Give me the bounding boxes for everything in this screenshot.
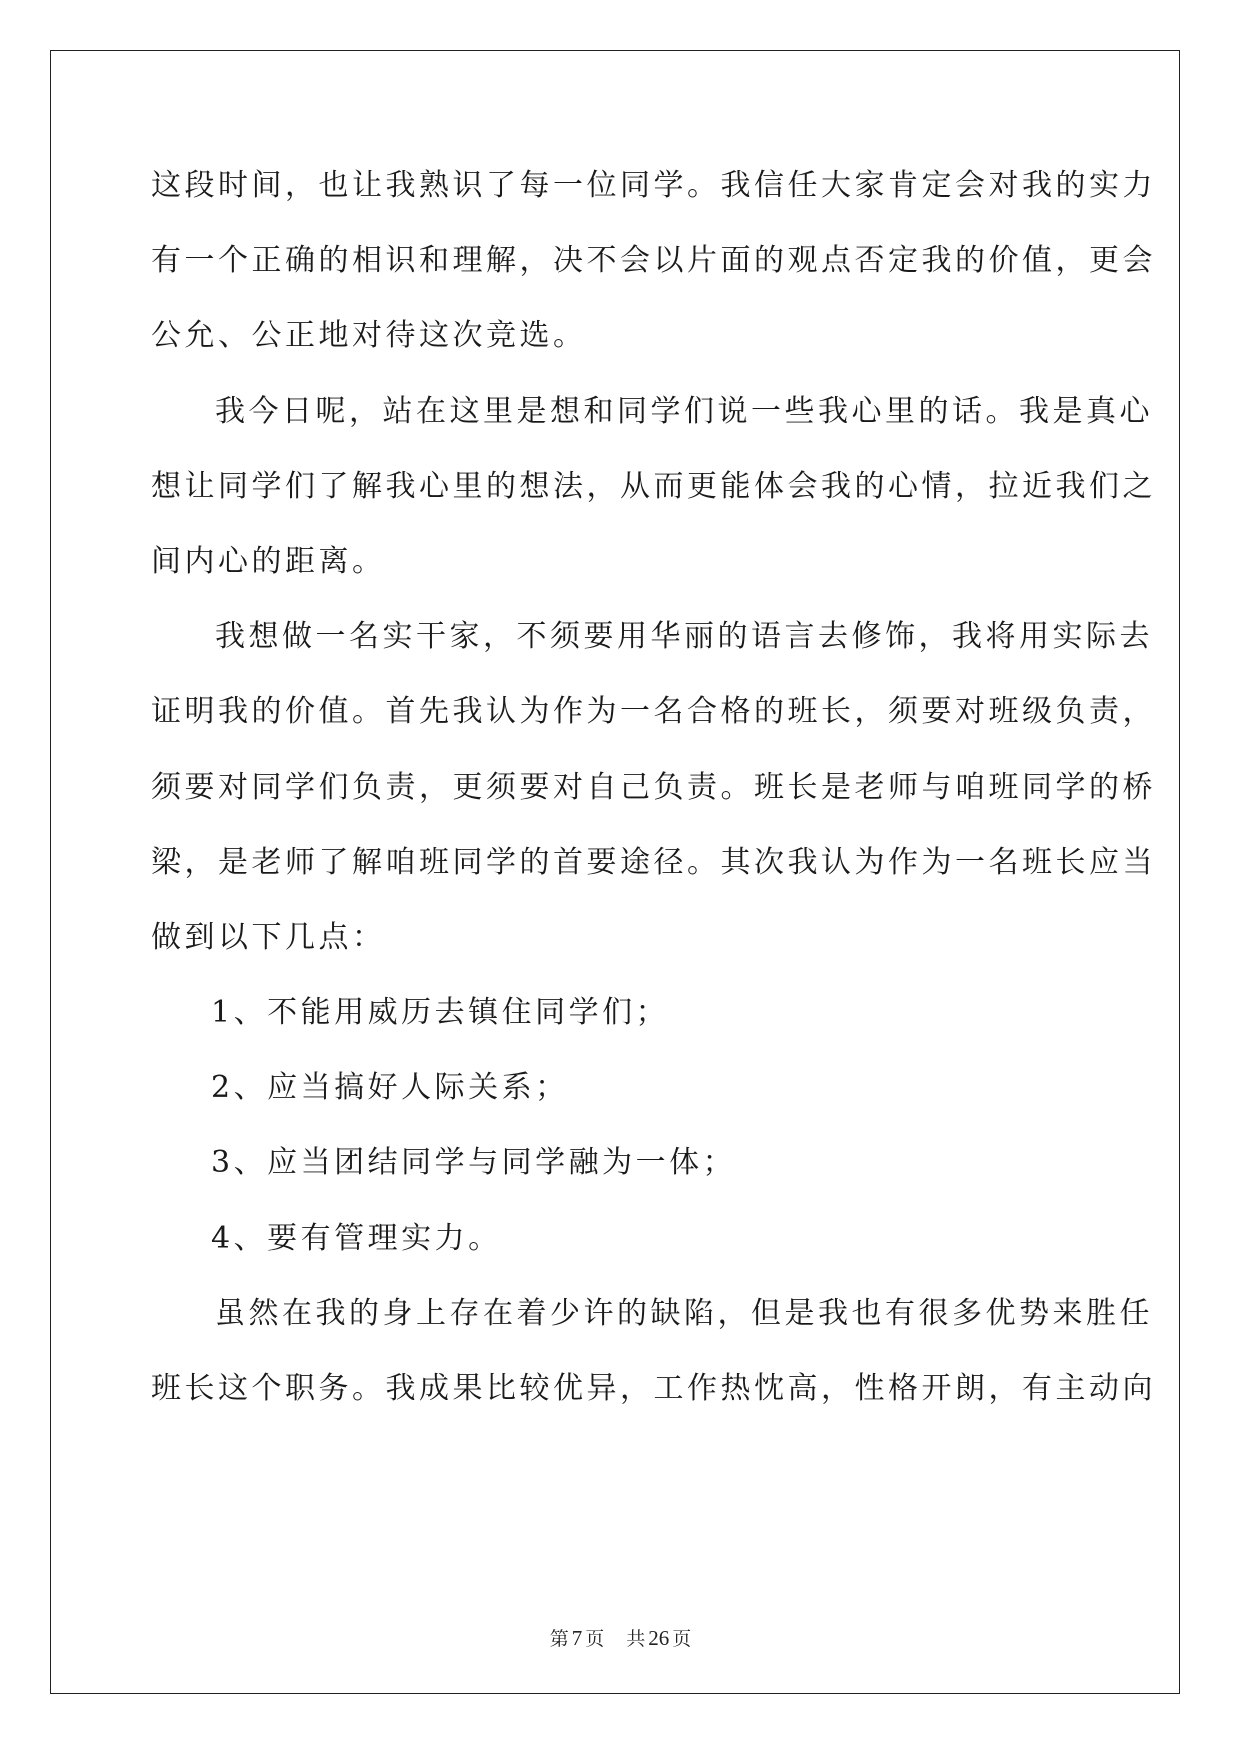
document-body <box>151 166 1156 1444</box>
list-item: 3、应当团结同学与同学融为一体； <box>211 1145 737 1181</box>
body-line: 想让同学们了解我心里的想法，从而更能体会我的心情，拉近我们之 <box>151 468 1156 504</box>
paragraph-start-line: 我今日呢，站在这里是想和同学们说一些我心里的话。我是真心 <box>215 393 1153 429</box>
list-item: 4、要有管理实力。 <box>211 1220 502 1256</box>
page-number: 7 <box>571 1626 583 1650</box>
page-prefix: 第 <box>549 1628 569 1650</box>
total-suffix: 页 <box>672 1628 692 1650</box>
paragraph-start-line: 虽然在我的身上存在着少许的缺陷，但是我也有很多优势来胜任 <box>215 1295 1153 1331</box>
list-item: 2、应当搞好人际关系； <box>211 1070 569 1106</box>
list-item: 1、不能用威历去镇住同学们； <box>211 995 670 1031</box>
body-line: 证明我的价值。首先我认为作为一名合格的班长，须要对班级负责， <box>151 694 1156 730</box>
body-line: 做到以下几点： <box>151 919 386 955</box>
page-suffix: 页 <box>585 1628 605 1650</box>
body-line: 公允、公正地对待这次竞选。 <box>151 318 587 354</box>
body-line: 梁，是老师了解咱班同学的首要途径。其次我认为作为一名班长应当 <box>151 844 1156 880</box>
paragraph-start-line: 我想做一名实干家，不须要用华丽的语言去修饰，我将用实际去 <box>215 619 1153 655</box>
body-line: 间内心的距离。 <box>151 543 386 579</box>
total-prefix: 共 <box>626 1628 646 1650</box>
body-line: 这段时间，也让我熟识了每一位同学。我信任大家肯定会对我的实力 <box>151 168 1156 203</box>
body-line: 须要对同学们负责，更须要对自己负责。班长是老师与咱班同学的桥 <box>151 769 1156 805</box>
body-line: 班长这个职务。我成果比较优异，工作热忱高，性格开朗，有主动向 <box>151 1371 1156 1406</box>
body-line: 有一个正确的相识和理解，决不会以片面的观点否定我的价值，更会 <box>151 243 1156 279</box>
total-pages: 26 <box>648 1626 670 1650</box>
page-footer <box>0 1626 1241 1651</box>
